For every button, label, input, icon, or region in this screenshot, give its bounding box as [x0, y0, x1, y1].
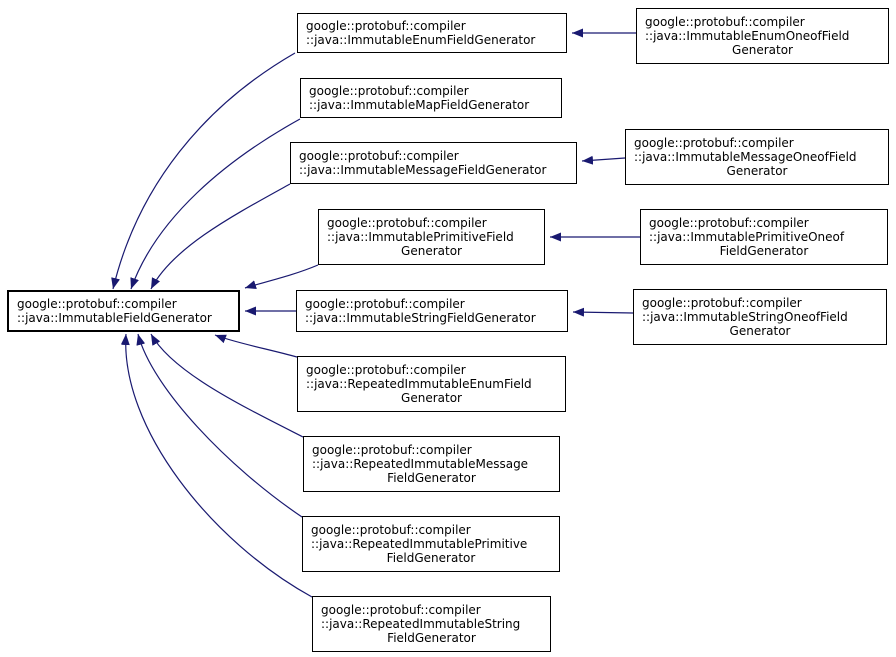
class-name-line: FieldGenerator	[386, 551, 476, 565]
class-name-line: ::java::RepeatedImmutableString	[321, 617, 521, 631]
class-name-line: google::protobuf::compiler	[327, 216, 487, 230]
class-node-immutable-map-field-generator[interactable]	[300, 78, 562, 118]
edge-repeated-enum-to-base	[215, 335, 297, 357]
class-name-line: FieldGenerator	[387, 631, 476, 645]
edge-repeated-message-to-base	[151, 334, 303, 437]
class-name-line: Generator	[726, 164, 788, 178]
edge-message-oneof-to-message	[582, 158, 625, 161]
edge-primitive-to-base	[245, 265, 318, 288]
class-node-immutable-enum-oneof-field-generator[interactable]	[636, 8, 889, 64]
class-name-line: google::protobuf::compiler	[645, 15, 805, 29]
class-name-line: google::protobuf::compiler	[321, 603, 481, 617]
class-name-line: ::java::ImmutableMapFieldGenerator	[309, 98, 530, 112]
class-name-line: ::java::RepeatedImmutableMessage	[312, 457, 529, 471]
class-name-line: ::java::ImmutableEnumOneofField	[645, 29, 850, 43]
edge-enum-to-base	[113, 53, 295, 289]
class-name-line: ::java::ImmutableStringOneofField	[642, 310, 848, 324]
class-node-immutable-field-generator	[7, 290, 240, 332]
class-name-line: ::java::ImmutableEnumFieldGenerator	[306, 33, 536, 47]
class-name-line: google::protobuf::compiler	[311, 523, 471, 537]
edge-repeated-primitive-to-base	[138, 334, 302, 517]
class-name-line: google::protobuf::compiler	[17, 297, 177, 311]
edge-string-oneof-to-string	[573, 312, 633, 313]
class-name-line: ::java::ImmutablePrimitiveOneof	[649, 230, 845, 244]
class-node-repeated-immutable-string-field-generator[interactable]	[312, 596, 551, 652]
class-name-line: Generator	[401, 391, 462, 405]
class-name-line: google::protobuf::compiler	[306, 363, 466, 377]
class-name-line: ::java::RepeatedImmutableEnumField	[306, 377, 532, 391]
class-name-line: ::java::ImmutableStringFieldGenerator	[305, 311, 536, 325]
class-name-line: google::protobuf::compiler	[309, 84, 469, 98]
edge-repeated-string-to-base	[126, 334, 312, 597]
class-name-line: ::java::ImmutableFieldGenerator	[17, 311, 212, 325]
class-name-line: google::protobuf::compiler	[299, 149, 459, 163]
class-name-line: Generator	[729, 324, 791, 338]
class-name-line: google::protobuf::compiler	[649, 216, 809, 230]
class-name-line: google::protobuf::compiler	[642, 296, 802, 310]
class-node-immutable-primitive-field-generator[interactable]	[318, 209, 545, 265]
class-name-line: ::java::ImmutablePrimitiveField	[327, 230, 514, 244]
class-node-repeated-immutable-message-field-generator[interactable]	[303, 436, 560, 492]
class-name-line: ::java::ImmutableMessageFieldGenerator	[299, 163, 547, 177]
class-node-immutable-message-oneof-field-generator[interactable]	[625, 129, 889, 185]
edge-message-to-base	[151, 184, 290, 289]
edge-map-to-base	[131, 119, 300, 289]
class-node-repeated-immutable-enum-field-generator[interactable]	[297, 356, 566, 412]
class-node-immutable-enum-field-generator[interactable]	[297, 13, 567, 53]
class-node-immutable-string-oneof-field-generator[interactable]	[633, 289, 887, 345]
class-name-line: Generator	[401, 244, 462, 258]
class-node-repeated-immutable-primitive-field-generator[interactable]	[302, 516, 560, 572]
class-name-line: FieldGenerator	[387, 471, 476, 485]
class-name-line: google::protobuf::compiler	[305, 297, 465, 311]
class-node-immutable-primitive-oneof-field-generator[interactable]	[640, 209, 888, 265]
class-node-immutable-string-field-generator[interactable]	[296, 290, 568, 332]
class-name-line: ::java::ImmutableMessageOneofField	[634, 150, 857, 164]
class-node-immutable-message-field-generator[interactable]	[290, 142, 577, 184]
class-name-line: FieldGenerator	[719, 244, 809, 258]
class-name-line: google::protobuf::compiler	[634, 136, 794, 150]
class-name-line: google::protobuf::compiler	[312, 443, 472, 457]
class-name-line: ::java::RepeatedImmutablePrimitive	[311, 537, 528, 551]
class-name-line: google::protobuf::compiler	[306, 19, 466, 33]
class-name-line: Generator	[732, 43, 793, 57]
